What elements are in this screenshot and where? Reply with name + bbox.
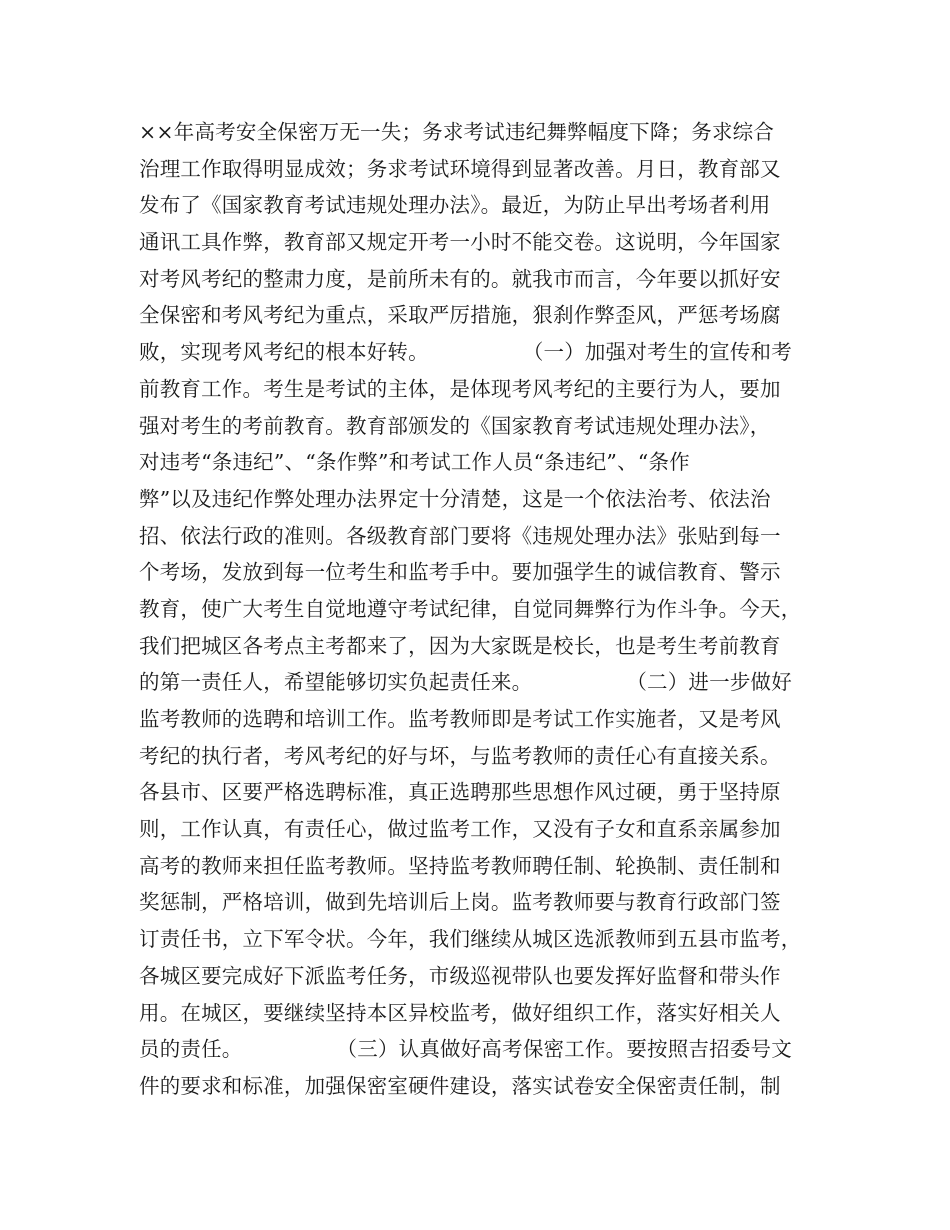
text-line: 个考场，发放到每一位考生和监考手中。要加强学生的诚信教育、警示: [139, 560, 781, 585]
text-line: 我们把城区各考点主考都来了，因为大家既是校长，也是考生考前教育: [139, 633, 781, 658]
text-line: 则，工作认真，有责任心，做过监考工作，又没有子女和直系亲属参加: [139, 817, 781, 842]
text-line: 对违考“条违纪”、“条作弊”和考试工作人员“条违纪”、“条作: [139, 450, 690, 475]
text-line: 奖惩制，严格培训，做到先培训后上岗。监考教师要与教育行政部门签: [139, 890, 781, 915]
text-line: 前教育工作。考生是考试的主体，是体现考风考纪的主要行为人，要加: [139, 376, 781, 401]
text-line: 监考教师的选聘和培训工作。监考教师即是考试工作实施者，又是考风: [139, 707, 781, 731]
text-line: 各县市、区要严格选聘标准，真正选聘那些思想作风过硬，勇于坚持原: [139, 780, 781, 805]
text-line: 招、依法行政的准则。各级教育部门要将《违规处理办法》张贴到每一: [139, 523, 781, 548]
text-line: 发布了《国家教育考试违规处理办法》。最近，为防止早出考场者利用: [139, 193, 771, 218]
text-line: 考纪的执行者，考风考纪的好与坏，与监考教师的责任心有直接关系。: [139, 743, 781, 768]
text-line: 订责任书，立下军令状。今年，我们继续从城区选派教师到五县市监考，: [139, 927, 802, 952]
text-line: 败，实现考风考纪的根本好转。 （一）加强对考生的宣传和考: [139, 340, 792, 365]
text-line: 的第一责任人，希望能够切实负起责任来。 （二）进一步做好: [139, 670, 792, 695]
text-line: 件的要求和标准，加强保密室硬件建设，落实试卷安全保密责任制，制: [139, 1073, 781, 1098]
text-line: 用。在城区，要继续坚持本区异校监考，做好组织工作，落实好相关人: [139, 1000, 781, 1025]
body-text: [139, 114, 829, 1105]
text-line: 各城区要完成好下派监考任务，市级巡视带队也要发挥好监督和带头作: [139, 963, 781, 988]
text-line: 高考的教师来担任监考教师。坚持监考教师聘任制、轮换制、责任制和: [139, 853, 781, 878]
text-line: 治理工作取得明显成效；务求考试环境得到显著改善。月日，教育部又: [139, 156, 781, 181]
text-line: 通讯工具作弊，教育部又规定开考一小时不能交卷。这说明，今年国家: [139, 230, 781, 255]
text-line: 弊”以及违纪作弊处理办法界定十分清楚，这是一个依法治考、依法治: [139, 486, 771, 511]
text-line: 教育，使广大考生自觉地遵守考试纪律，自觉同舞弊行为作斗争。今天，: [139, 596, 802, 621]
text-line: 强对考生的考前教育。教育部颁发的《国家教育考试违规处理办法》，: [139, 413, 771, 438]
text-line: 员的责任。 （三）认真做好高考保密工作。要按照吉招委号文: [139, 1037, 792, 1062]
text-line: 对考风考纪的整肃力度，是前所未有的。就我市而言，今年要以抓好安: [139, 266, 781, 291]
text-line: ××年高考安全保密万无一失；务求考试违纪舞弊幅度下降；务求综合: [139, 120, 775, 144]
text-line: 全保密和考风考纪为重点，采取严厉措施，狠刹作弊歪风，严惩考场腐: [139, 303, 781, 328]
